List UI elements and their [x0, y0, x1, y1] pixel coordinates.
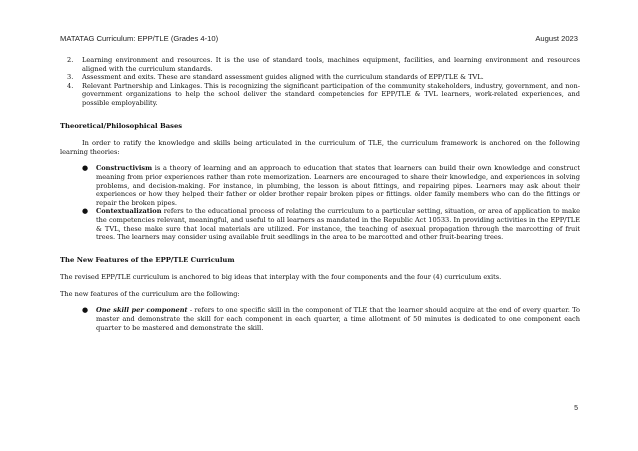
section-intro: In order to ratify the knowledge and skills being articulated in the curriculum of TLE, the curriculum framework is anchored on the following learning theories:	[60, 139, 580, 156]
list-item	[60, 73, 580, 82]
bullet-icon: ●	[82, 207, 89, 216]
list-text: Assessment and exits. These are standard assessment guides aligned with the curriculum standards of EPP/TLE & TVL.	[82, 73, 484, 82]
term-description: is a theory of learning and an approach to education that states that learners can build their own knowledge and construct meaning from prior experiences rather than rote memorization. Learners are encouraged to share their knowledge, and experiences in solving problems, and decision-making. For instance, in plumbing, the lesson is about fittings, and repairing pipes. Learners may ask about their experiences or how they helped their father or older brother repair broken pipes or fittings. older family members who can do the fittings or repair the broken pipes.	[96, 164, 580, 207]
page-number: 5	[574, 405, 578, 412]
term-label: One skill per component	[96, 306, 188, 315]
term-description: refers to the educational process of relating the curriculum to a particular setting, situation, or area of application to make the competencies relevant, meaningful, and useful to all learners as mandated in the Republic Act 10533. In providing activities in the EPP/TLE & TVL, these make sure that local materials are utilized. For instance, the teaching of asexual propagation through the marcotting of fruit trees. The learners may consider using available fruit seedlings in the area to be marcotted and other fruit-bearing trees.	[96, 207, 580, 242]
list-number: 4.	[67, 81, 74, 90]
bullet-icon: ●	[82, 306, 89, 315]
theories-list	[60, 164, 580, 241]
features-list	[60, 306, 580, 332]
header-title: MATATAG Curriculum: EPP/TLE (Grades 4-10)	[60, 34, 219, 43]
list-item	[60, 56, 580, 73]
term-description: - refers to one specific skill in the component of TLE that the learner should acquire at the end of every quarter. To master and demonstrate the skill for each component in each quarter, a time allotment of 50 minutes is dedicated to one component each quarter to be mastered and demonstrate the skill.	[96, 306, 580, 332]
list-item-constructivism	[60, 164, 580, 207]
term-label: Constructivism	[96, 164, 153, 173]
section-paragraph: The new features of the curriculum are the following:	[60, 289, 240, 298]
list-item	[60, 82, 580, 108]
list-item-one-skill	[60, 306, 580, 332]
section-paragraph: The revised EPP/TLE curriculum is anchored to big ideas that interplay with the four components and the four (4) curriculum exits.	[60, 273, 502, 282]
bullet-icon: ●	[82, 164, 89, 173]
term-label: Contextualization	[96, 207, 162, 216]
section-heading-new-features: The New Features of the EPP/TLE Curriculum	[60, 255, 235, 264]
numbered-list	[60, 56, 580, 108]
header-date: August 2023	[535, 34, 578, 43]
list-text: Relevant Partnership and Linkages. This is recognizing the significant participation of the community stakeholders, industry, government, and non-government organizations to help the school deliver the standard competencies for EPP/TLE & TVL learners, work-related experiences, and possible employability.	[82, 81, 580, 107]
document-body	[60, 56, 580, 332]
list-item-contextualization	[60, 207, 580, 241]
list-number: 2.	[67, 56, 74, 64]
list-number: 3.	[67, 73, 74, 82]
list-text: Learning environment and resources. It is the use of standard tools, machines equipment, facilities, and learning environment and resources aligned with the curriculum standards.	[82, 56, 580, 73]
section-heading-theoretical: Theoretical/Philosophical Bases	[60, 121, 183, 130]
